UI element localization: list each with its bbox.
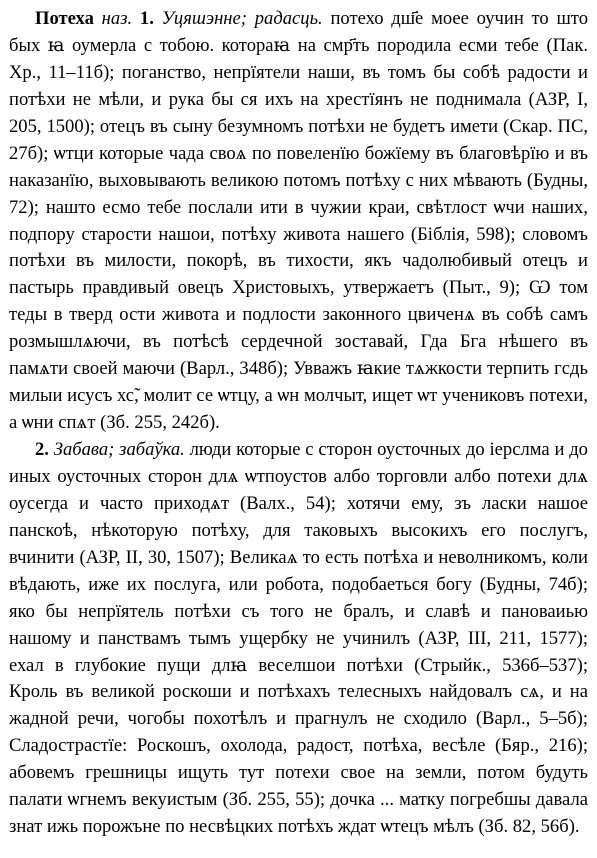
sense-gloss: Уцяшэнне; радасць. xyxy=(161,8,323,29)
sense-2 xyxy=(9,437,588,841)
sense-1 xyxy=(9,6,588,437)
headword: Потеха xyxy=(35,8,94,29)
dictionary-entry xyxy=(9,6,588,841)
sense-citations: люди которые с сторон оусточных до iерслма и до иных оусточных сторон длѧ ѡтпоустов албо торговли албо потехи длѧ оусегда и часто приходѧт (Валх., 54); хотячи ему, зъ ласки нашое панскоѣ, нѣкоторую потѣху, для таковыхъ высокихъ его послугъ, вчинити (АЗР, II, 30, 1507); Великаѧ то есть потѣха и неволникомъ, коли вѣдають, иже их послуга, или робота, подобаеться богу (Будны, 74б); яко бы непрїятель потѣхи съ того не бралъ, и славѣ и пановаиью нашому и панствамъ тымъ ущербку не учинилъ (АЗР, III, 211, 1577); ехал в глубокие пущи длꙗ веселшои потѣхи (Стрыйк., 536б–537); Кроль въ великой роскоши и потѣхахъ телесныхъ найдовалъ сѧ, и на жадной речи, чогобы похотѣлъ и прагнулъ не сходило (Варл., 5–5б); Сладострастїе: Роскошъ, охолода, радост, потѣха, весѣле (Бяр., 216); абовемъ грешницы ищуть тут потехи свое на земли, потом будуть палати ѡгнемъ векуистым (Зб. 255, 55); дочка ... матку погребшы давала знат ижь порожъне по несвѣцких потѣхъ ждат ѡтецъ мѣлъ (Зб. 82, 56б). xyxy=(9,439,588,838)
sense-number: 1. xyxy=(139,8,154,29)
sense-citations: потехо дш҃е моее оучин то што бых ꙗ оумерла с тобою. котораꙗ на смр҃ть породила есми тебе (Пак. Хр., 11–11б); поганство, непрїятели наши, въ томъ бы собѣ радости и потѣхи не мѣли, и рука бы ся ихъ на хрестїянъ не поднимала (АЗР, I, 205, 1500); отецъ въ сыну безумномъ потѣхи не будетъ имети (Скар. ПС, 27б); ѡтци которые чада своѧ по повеленїю божїему въ благовѣрїю и въ наказанїю, выховывають великою потомъ потѣху с них мѣвають (Будны, 72); нашто есмо тебе послали ити в чужии краи, свѣтлост ѡчи наших, подпору старости нашои, потѣху живота нашего (Бiблiя, 598); словомъ потѣхи въ милости, покорѣ, въ тихости, якъ чадолюбивый отецъ и пастырь правдивый овецъ Христовыхъ, утвержаетъ (Пыт., 9); Ѡ том теды в тверд ости живота и подлости законного цвиченѧ въ собѣ самъ розмышлѧючи, въ потѣсѣ сердечной зоставай, Гда Бга нѣшего въ памѧти своей маючи (Варл., 348б); Увважъ ꙗкие тѧжкости терпить гсдь милыи исусъ хс̃, молит се ѡтцу, а ѡн молчыт, ищет ѡт учениковъ потехи, а ѡни спѧт (Зб. 255, 242б). xyxy=(9,8,588,434)
sense-gloss: Забава; забаўка. xyxy=(53,439,185,460)
sense-number: 2. xyxy=(35,439,49,460)
grammar-label: наз. xyxy=(101,8,133,29)
